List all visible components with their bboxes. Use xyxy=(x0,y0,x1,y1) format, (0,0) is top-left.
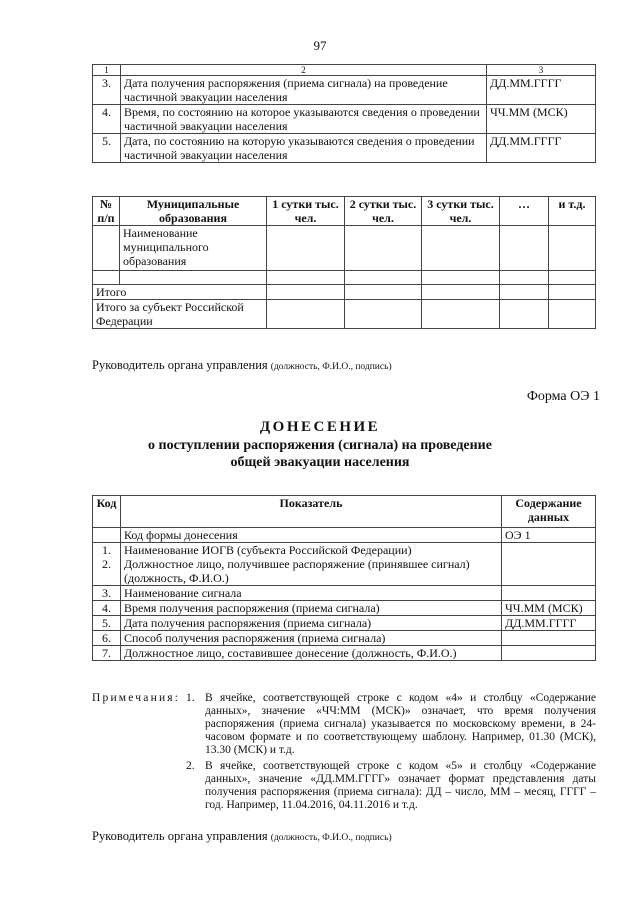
row-label xyxy=(120,271,267,285)
column-header: 1 сутки тыс. чел. xyxy=(267,197,345,226)
row-value: ЧЧ.ММ (МСК) xyxy=(502,601,596,616)
row-text: Должностное лицо, составившее донесение (должность, Ф.И.О.) xyxy=(121,646,502,661)
row-code: 4. xyxy=(93,105,121,134)
note-text: В ячейке, соответствующей строке с кодом «5» и столбцу «Содержание данных», значение «ДД.ММ.ГГГГ» означает формат представления даты получения распоряжения (приема сигнала): ДД – число, ММ – месяц, ГГГГ – год. Например, 11.04.2016, 04.11.2016 и т.д. xyxy=(205,760,596,811)
row-text: Дата получения распоряжения (приема сигнала) на проведение частичной эвакуации населения xyxy=(121,76,487,105)
table-row xyxy=(93,543,596,586)
row-code: 7. xyxy=(93,646,121,661)
table-row xyxy=(93,631,596,646)
report-subtitle-line1: о поступлении распоряжения (сигнала) на проведение xyxy=(148,438,492,453)
row-text: Код формы донесения xyxy=(121,528,502,543)
row-label: Итого xyxy=(93,285,267,300)
column-header: 2 xyxy=(121,65,487,76)
report-table xyxy=(92,495,596,661)
signature-hint: (должность, Ф.И.О., подпись) xyxy=(270,362,392,372)
row-text: Дата получения распоряжения (приема сигнала) xyxy=(121,616,502,631)
row-value: ОЭ 1 xyxy=(502,528,596,543)
row-code: 2. xyxy=(102,557,111,571)
row-value: ЧЧ.ММ (МСК) xyxy=(487,105,596,134)
row-value: ДД.ММ.ГГГГ xyxy=(487,76,596,105)
table-header-row xyxy=(93,197,596,226)
row-code: 4. xyxy=(93,601,121,616)
table-row xyxy=(93,76,596,105)
table-row xyxy=(93,646,596,661)
column-header: № п/п xyxy=(93,197,120,226)
page-number: 97 xyxy=(313,38,327,53)
row-text: Способ получения распоряжения (приема сигнала) xyxy=(121,631,502,646)
row-label: Наименование муниципального образования xyxy=(120,226,267,271)
table-header-row xyxy=(93,496,596,528)
column-header: Показатель xyxy=(121,496,502,528)
note-number: 2. xyxy=(186,760,195,772)
row-value xyxy=(502,586,596,601)
signature-line xyxy=(92,358,392,373)
column-header: 3 xyxy=(487,65,596,76)
column-header: и т.д. xyxy=(549,197,596,226)
row-code: 1. xyxy=(102,543,111,557)
row-value xyxy=(502,631,596,646)
row-text: Должностное лицо, получившее распоряжение (принявшее сигнал) (должность, Ф.И.О.) xyxy=(124,557,470,585)
row-value xyxy=(502,646,596,661)
row-text: Наименование ИОГВ (субъекта Российской Федерации) xyxy=(124,543,412,557)
partial-evacuation-table xyxy=(92,64,596,163)
row-text: Наименование сигнала xyxy=(121,586,502,601)
row-label: Итого за субъект Российской Федерации xyxy=(93,300,267,329)
row-text: Время, по состоянию на которое указываются сведения о проведении частичной эвакуации населения xyxy=(121,105,487,134)
row-text: Время получения распоряжения (приема сигнала) xyxy=(121,601,502,616)
table-row xyxy=(93,616,596,631)
table-row xyxy=(93,285,596,300)
table-row xyxy=(93,601,596,616)
form-label: Форма ОЭ 1 xyxy=(526,389,600,404)
row-text: Дата, по состоянию на которую указываются сведения о проведении частичной эвакуации населения xyxy=(121,134,487,163)
row-code: 6. xyxy=(93,631,121,646)
column-header: … xyxy=(500,197,549,226)
table-row xyxy=(93,226,596,271)
column-header: 2 сутки тыс. чел. xyxy=(345,197,422,226)
signature-label: Руководитель органа управления xyxy=(92,829,268,843)
row-code: 5. xyxy=(93,616,121,631)
row-code: 3. xyxy=(93,76,121,105)
municipalities-table xyxy=(92,196,596,329)
column-header: Содержание данных xyxy=(502,496,596,528)
table-row xyxy=(93,105,596,134)
notes-label: Примечания: xyxy=(92,692,181,704)
row-code xyxy=(93,528,121,543)
row-code: 5. xyxy=(93,134,121,163)
table-row xyxy=(93,271,596,285)
table-header-row xyxy=(93,65,596,76)
column-header: Код xyxy=(93,496,121,528)
table-row xyxy=(93,300,596,329)
column-header: 1 xyxy=(93,65,121,76)
signature-line xyxy=(92,829,392,844)
signature-hint: (должность, Ф.И.О., подпись) xyxy=(270,833,392,843)
column-header: Муниципальные образования xyxy=(120,197,267,226)
report-subtitle-line2: общей эвакуации населения xyxy=(230,455,410,470)
report-title: ДОНЕСЕНИЕ xyxy=(259,419,381,435)
column-header: 3 сутки тыс. чел. xyxy=(422,197,500,226)
table-row xyxy=(93,528,596,543)
row-code: 3. xyxy=(93,586,121,601)
row-value: ДД.ММ.ГГГГ xyxy=(502,616,596,631)
note-text: В ячейке, соответствующей строке с кодом «4» и столбцу «Содержание данных», значение «ЧЧ:ММ (МСК)» означает, что время получения распоряжения (приема сигнала) указывается по московскому времени, в 24-часовом формате и по соответствующему шаблону. Например, 01.30 (МСК), 13.30 (МСК) и т.д. xyxy=(205,692,596,756)
signature-label: Руководитель органа управления xyxy=(92,358,268,372)
table-row xyxy=(93,586,596,601)
table-row xyxy=(93,134,596,163)
row-value: ДД.ММ.ГГГГ xyxy=(487,134,596,163)
note-number: 1. xyxy=(186,692,195,704)
